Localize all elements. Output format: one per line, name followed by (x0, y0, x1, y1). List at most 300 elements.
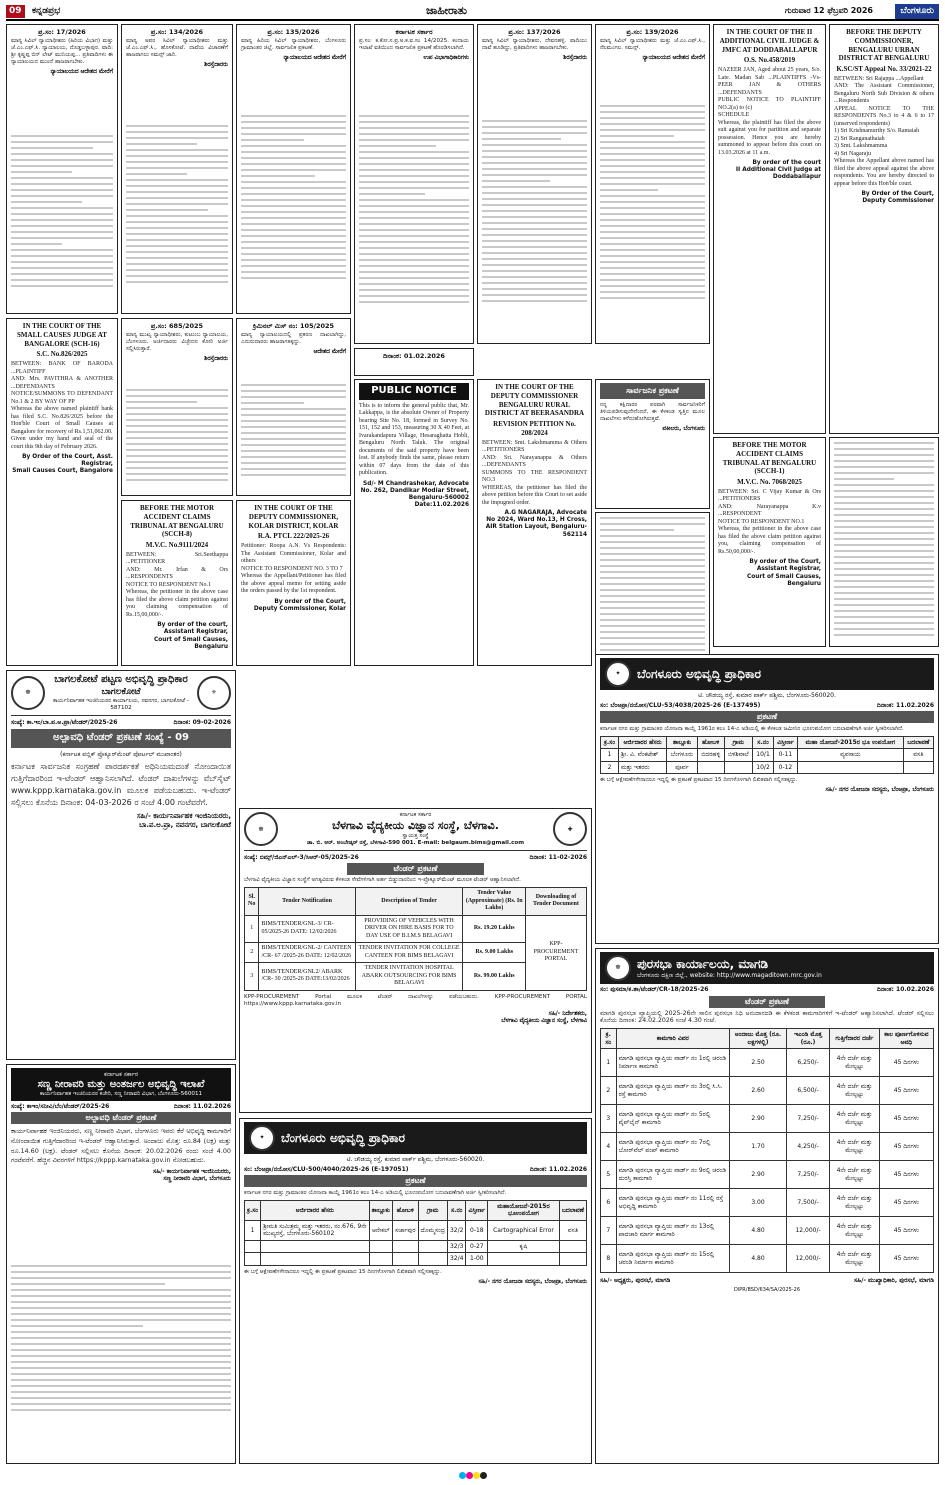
notice-body: BETWEEN: BANK OF BARODA ...PLAINTIFF AND: Mrs. PAVITHRA & ANOTHER ...DEFENDANTS NOTICE/SUMMONS TO DEFENDANT No.1 & 2 BY WAY OF PP Whereas the above named plaintiff bank has filed S.C. No.826/2025 before the Hon'ble Court of Small Causes at Bangalore for recovery of Rs.1,51,062.00. Given under my hand and seal of the court this 9th day of February 2026. (11, 361, 113, 450)
notice-body: BETWEEN: Smt. Lakshmamma & Others ...PETITIONERS AND: Sri. Narayanappa & Others ...DEFENDANTS SUMMONS TO THE RESPONDENT NO.3 WHEREAS, the petitioner has filed the above petition before this Court to set aside the impugned order. (482, 439, 587, 506)
table-header-cell: Tender Value (Approximate) (Rs. In Lakhs) (463, 888, 525, 916)
table-cell: 3 (601, 1105, 617, 1133)
motor-accident-notice (713, 437, 826, 647)
table-cell: ಮಾಗಡಿ ಪುರಸಭಾ ವ್ಯಾಪ್ತಿಯ ವಾರ್ಡ್ ನಂ 11ರಲ್ಲಿ ರಸ್ತೆ ಅಭಿವೃದ್ಧಿ ಕಾಮಗಾರಿ (616, 1189, 729, 1217)
color-swatches (459, 1472, 487, 1482)
notice-signature: By order of the Court, Assistant Registrar, Court of Small Causes, Bengaluru (747, 559, 821, 587)
table-cell: 4ನೇ ದರ್ಜೆ ಮತ್ತು ಮೇಲ್ಪಟ್ಟು (829, 1077, 879, 1105)
registration-dot (473, 1472, 480, 1479)
table-cell: 1 (601, 1049, 617, 1077)
ref-date: ದಿನಾಂಕ: 09-02-2026 (173, 718, 231, 726)
table-header-cell: ಅರ್ಜಿದಾರರ ಹೆಸರು (261, 1200, 370, 1220)
notice-signature: ನ್ಯಾಯಾಲಯದ ಆದೇಶದ ಮೇರೆಗೆ (50, 69, 113, 76)
table-cell: 10/1 (753, 749, 774, 762)
notice-text-block (241, 384, 346, 491)
court-notice (829, 437, 939, 647)
govt-emblem-icon: ☸ (605, 955, 631, 981)
table-cell: 2.50 (729, 1049, 786, 1077)
table-cell: ಮಾಗಡಿ ಪುರಸಭಾ ವ್ಯಾಪ್ತಿಯ ವಾರ್ಡ್ ನಂ 15ರಲ್ಲಿ ಚರಂಡಿ ನಿರ್ಮಾಣ ಕಾಮಗಾರಿ (616, 1245, 729, 1273)
bda-name: ಬೆಂಗಳೂರು ಅಭಿವೃದ್ಧಿ ಪ್ರಾಧಿಕಾರ (637, 666, 761, 681)
notice-signature: ಶಿರಸ್ತೆದಾರರು (563, 55, 587, 62)
dc-kolar-notice (236, 500, 351, 666)
table-header-cell: Description of Tender (355, 888, 463, 916)
department-office: ಕಾರ್ಯನಿರ್ವಾಹಕ ಇಂಜಿನಿಯರರ ಕಚೇರಿ, ಸಣ್ಣ ನೀರಾವರಿ ವಿಭಾಗ, ಬೆಂಗಳೂರು-560011 (39, 1091, 203, 1097)
notice-body: ಪ್ರ.ಸಂ: ಕ.ಕೋ.ಸ.ಪ್ರ.ಅ.ಕ.ವ.ಸಂ 14/2025. ಕಂದಾಯ ಇಲಾಖೆ ವತಿಯಿಂದ ಸಾರ್ವಜನಿಕ ಪ್ರಕಟಣೆ ಹೊರಡಿಸಲಾಗಿದೆ. (359, 38, 469, 52)
notice-case-number: M.V.C. No.9111/2024 (145, 541, 209, 549)
table-cell: 0-12 (773, 761, 797, 774)
bda-footer: ಈ ಬಗ್ಗೆ ಆಕ್ಷೇಪಣೆಗಳೇನಾದರೂ ಇದ್ದಲ್ಲಿ ಈ ಪ್ರಕಟಣೆ ಪ್ರಕಟವಾದ 15 ದಿನಗಳೊಳಗಾಗಿ ಲಿಖಿತವಾಗಿ ಸಲ್ಲಿಸತಕ್ಕದ್ದು. (244, 1268, 442, 1275)
notice-signature: By Order of the Court, Asst. Registrar, Small Causes Court, Bangalore (12, 454, 113, 475)
table-cell: 4ನೇ ದರ್ಜೆ ಮತ್ತು ಮೇಲ್ಪಟ್ಟು (829, 1161, 879, 1189)
tender-banner: ಅಲ್ಪಾವಧಿ ಟೆಂಡರ್ ಪ್ರಕಟಣೆ (11, 1112, 231, 1124)
dated-notice (354, 348, 474, 376)
table-cell: 2 (601, 1077, 617, 1105)
table-row (245, 1240, 587, 1253)
bda-ref: ಸಂ: ಬೆಂಅಪ್ರಾ/ನಯೋಸ/CLU-53/4038/2025-26 (E-137495) (600, 701, 761, 709)
table-row (601, 1105, 934, 1133)
public-announcement (595, 379, 710, 509)
notice-signature: ಆದೇಶದ ಮೇರೆಗೆ (313, 349, 346, 356)
public-notice (354, 379, 474, 666)
table-cell: 6 (601, 1189, 617, 1217)
tender-subtitle: (ಕರ್ನಾಟಕ ಪಬ್ಲಿಕ್ ಪ್ರೊಕ್ಯೂರ್‌ಮೆಂಟ್ ಪೋರ್ಟಲ್ ಮುಖಾಂತರ) (60, 750, 182, 758)
notice-signature: ಶಿರಸ್ತೆದಾರರು (204, 356, 228, 363)
table-cell: 6,500/- (787, 1077, 830, 1105)
notice-title: ಪ್ರ.ಸಂ: 137/2026 (508, 28, 561, 36)
notice-title: IN THE COURT OF THE DEPUTY COMMISSIONER BENGALURU RURAL DISTRICT AT BEERASANDRA (484, 383, 585, 418)
table-header-cell: ವಿಸ್ತೀರ್ಣ (773, 736, 797, 749)
notice-text-block (600, 517, 705, 661)
table-cell: BIMS/TENDER/GNL2/ ABARK /CR- 30 /2025-26 DATE:13/02/2026 (259, 963, 355, 991)
table-header-cell: ಗ್ರಾಮ (418, 1200, 447, 1220)
table-cell: 4ನೇ ದರ್ಜೆ ಮತ್ತು ಮೇಲ್ಪಟ್ಟು (829, 1105, 879, 1133)
appeal-notice-english (829, 24, 939, 434)
table-cell (393, 1240, 419, 1253)
notice-title: BEFORE THE MOTOR ACCIDENT CLAIMS TRIBUNAL AT BENGALURU (SCCH-1) (722, 441, 817, 476)
municipality-name: ಪುರಸಭಾ ಕಾರ್ಯಾಲಯ, ಮಾಗಡಿ (637, 956, 769, 971)
table-cell: 4ನೇ ದರ್ಜೆ ಮತ್ತು ಮೇಲ್ಪಟ್ಟು (829, 1245, 879, 1273)
table-cell: 4,250/- (787, 1133, 830, 1161)
bda-emblem-icon: ✦ (605, 661, 631, 687)
table-cell: 4ನೇ ದರ್ಜೆ ಮತ್ತು ಮೇಲ್ಪಟ್ಟು (829, 1217, 879, 1245)
institute-name: ಬೆಳಗಾವಿ ವೈದ್ಯಕೀಯ ವಿಜ್ಞಾನ ಸಂಸ್ಥೆ, ಬೆಳಗಾವಿ. (332, 818, 499, 832)
court-notice (595, 512, 710, 666)
table-cell: 45 ದಿನಗಳು (879, 1217, 933, 1245)
tender-banner: ಅಲ್ಪಾವಧಿ ಟೆಂಡರ್ ಪ್ರಕಟಣೆ ಸಂಖ್ಯೆ - 09 (11, 729, 231, 748)
table-header-cell: ಸ.ನಂ (447, 1200, 465, 1220)
govt-emblem-icon: ☸ (244, 812, 278, 846)
court-notice (595, 24, 710, 344)
notice-text-block (600, 105, 705, 339)
table-cell: 7,250/- (787, 1105, 830, 1133)
table-cell: 7,500/- (787, 1189, 830, 1217)
ref-row (244, 854, 587, 862)
table-cell: 2.60 (729, 1077, 786, 1105)
table-cell (559, 1253, 586, 1266)
president-signature: ಸಹಿ/- ಅಧ್ಯಕ್ಷರು, ಪುರಸಭೆ, ಮಾಗಡಿ (600, 1277, 671, 1284)
table-cell: 1 (245, 915, 259, 943)
registration-dot (480, 1472, 487, 1479)
table-cell: 4.80 (729, 1217, 786, 1245)
table-cell: ವ್ಯವಸಾಯ (798, 749, 904, 762)
table-cell: PROVIDING OF VEHICLES WITH DRIVER ON HIRE BASIS FOR TO DAY USE OF B.I.M.S BELAGAVI (355, 915, 463, 943)
notice-body: ಮಾನ್ಯ ಹಿರಿಯ ಸಿವಿಲ್ ನ್ಯಾಯಾಧೀಶರು, ಬೆಂಗಳೂರು ಗ್ರಾಮಾಂತರ ಜಿಲ್ಲೆ. ಸಾರ್ವಜನಿಕ ಪ್ರಕಟಣೆ. (241, 38, 346, 52)
notice-body: ಮಾನ್ಯ ಸಿವಿಲ್ ನ್ಯಾಯಾಧೀಶರು ಮತ್ತು ಜೆ.ಎಂ.ಎಫ್.ಸಿ., ನೆಲಮಂಗಲ. ಸಮನ್ಸ್. (600, 38, 705, 52)
table-cell: ಬೆಂಗಳೂರು (667, 749, 698, 762)
notice-body: ನನ್ನ ಕಕ್ಷಿದಾರರ ಪರವಾಗಿ ಸಾರ್ವಜನಿಕರಿಗೆ ತಿಳಿಯಪಡಿಸುವುದೇನೆಂದರೆ, ಈ ಕೆಳಕಂಡ ಸ್ವತ್ತಿನ ಮೂಲ ದಾಖಲೆಗಳು ಕಳೆದುಹೋಗಿರುತ್ತವೆ. (600, 402, 705, 422)
bda-body: ಕರ್ನಾಟಕ ನಗರ ಮತ್ತು ಗ್ರಾಮಾಂತರ ಯೋಜನಾ ಕಾಯ್ದೆ 1961ರ ಕಲಂ 14-ಎ ಅಡಿಯಲ್ಲಿ ಭೂಉಪಯೋಗ ಬದಲಾವಣೆಗಾಗಿ ಅರ್ಜಿ ಸ್ವೀಕರಿಸಲಾಗಿದೆ. (244, 1190, 507, 1196)
table-cell: 1 (601, 749, 619, 762)
table-cell: 1-00 (466, 1253, 488, 1266)
table-cell: 3.00 (729, 1189, 786, 1217)
table-cell: BIMS/TENDER/GNL-3/ CR-05/2025-26 DATE: 12/02/2026 (259, 915, 355, 943)
small-causes-notice (6, 318, 118, 666)
table-header-cell: ಕ್ರ.ಸಂ (601, 736, 619, 749)
table-header-cell: ಮಹಾ ಯೋಜನೆ-2015ರ ಭೂ ಉಪಯೋಗ (798, 736, 904, 749)
notice-body: BETWEEN: Sri. C Vijay Kumar & Ors ...PETITIONERS AND: Narayanappa K.v ...RESPONDENT NOTICE TO RESPONDENT NO.1 Whereas, the petitioner in the above case has filed the above claim petition against you, claiming compensation of Rs.50,00,000/-. (718, 488, 821, 555)
municipality-sub: ಬೆಂಗಳೂರು ದಕ್ಷಿಣ ಜಿಲ್ಲೆ., website: http://www.magaditown.mrc.gov.in (637, 971, 822, 979)
table-cell (724, 761, 753, 774)
table-cell (697, 761, 724, 774)
bda-body: ಕರ್ನಾಟಕ ನಗರ ಮತ್ತು ಗ್ರಾಮಾಂತರ ಯೋಜನಾ ಕಾಯ್ದೆ 1961ರ ಕಲಂ 14-ಎ ಅಡಿಯಲ್ಲಿ ಈ ಕೆಳಕಂಡ ಜಮೀನಿನ ಭೂಉಪಯೋಗ ಬದಲಾವಣೆಗಾಗಿ ಅರ್ಜಿ ಸ್ವೀಕರಿಸಲಾಗಿದೆ. (600, 726, 904, 732)
table-cell: ಮಾಗಡಿ ಪುರಸಭಾ ವ್ಯಾಪ್ತಿಯ ವಾರ್ಡ್ ನಂ 5ರಲ್ಲಿ ಪೈಪ್‌ಲೈನ್ ಕಾಮಗಾರಿ (616, 1105, 729, 1133)
table-header-cell: ಗ್ರಾಮ (724, 736, 753, 749)
table-cell (418, 1253, 447, 1266)
table-cell: ಶ್ರೀ. ವಿ. ವೆಂಕಟೇಶ್ (618, 749, 666, 762)
table-cell: 4 (601, 1133, 617, 1161)
state-name: ಕರ್ನಾಟಕ ಸರ್ಕಾರ (103, 1071, 139, 1078)
court-notice (6, 24, 118, 314)
notice-signature: By order of the court II Additional Civil Judge at Doddaballapur (735, 160, 821, 181)
public-notice-heading: PUBLIC NOTICE (359, 383, 469, 400)
notice-text-block (126, 125, 228, 309)
table-cell: 2.90 (729, 1105, 786, 1133)
registration-dot (466, 1472, 473, 1479)
table-header-cell: ತಾಲ್ಲೂಕು (667, 736, 698, 749)
notice-text-block (359, 115, 469, 339)
govt-emblem-icon: ☸ (11, 676, 45, 710)
table-cell: 10/2 (753, 761, 774, 774)
bims-tender-table (244, 887, 587, 991)
notice-body: Petitioner: Roopa A.N. Vs Respondents: The Assistant Commissioner, Kolar and others NOTICE TO RESPONDENT NO. 3 TO 7 Whereas the Appellant/Petitioner has filed the above appeal memo for setting aside the orders passed by the 1st respondent. (241, 543, 346, 594)
table-header-cell: Sl. No (245, 888, 259, 916)
notice-signature: ಉಪ ವಿಭಾಗಾಧಿಕಾರಿಗಳು (423, 55, 469, 62)
institute-sub: ಸ್ವಾಯತ್ತ ಸಂಸ್ಥೆ (402, 832, 429, 839)
table-cell (559, 1240, 586, 1253)
magadi-tender (595, 948, 939, 1464)
table-cell: 12,000/- (787, 1217, 830, 1245)
table-row (601, 1217, 934, 1245)
tender-footer: KPP-PROCUREMENT Portal ಮೂಲಕ ಟೆಂಡರ್ ದಾಖಲೆಗಳನ್ನು ಪಡೆಯಬಹುದು. KPP-PROCUREMENT PORTAL https://www.kppp.karnataka.gov.in (244, 993, 587, 1007)
bims-logo-icon: ✚ (553, 812, 587, 846)
table-row (601, 1049, 934, 1077)
table-cell: ಮಾಗಡಿ ಪುರಸಭಾ ವ್ಯಾಪ್ತಿಯ ವಾರ್ಡ್ ನಂ 3ರಲ್ಲಿ ಸಿ.ಸಿ. ರಸ್ತೆ ಕಾಮಗಾರಿ (616, 1077, 729, 1105)
criminal-misc-notice (236, 318, 351, 496)
motor-accident-notice (121, 500, 233, 666)
bda-date: ದಿನಾಂಕ: 11.02.2026 (529, 1165, 587, 1173)
table-cell: Rs. 19.20 Lakhs (463, 915, 525, 943)
table-cell: KPP-PROCUREMENT PORTAL (525, 915, 586, 990)
table-cell (393, 1253, 419, 1266)
page-number: 09 (6, 5, 25, 18)
notice-signature: By Order of the Court, Deputy Commissioner (861, 191, 934, 205)
table-cell: 32/3 (447, 1240, 465, 1253)
table-cell: 2 (601, 761, 619, 774)
bda-table (244, 1200, 587, 1266)
table-row (601, 1133, 934, 1161)
tender-signature: ಸಹಿ/- ಕಾರ್ಯನಿರ್ವಾಹಕ ಇಂಜಿನಿಯರರು, ಬಾ.ಪ.ಅ.ಪ್ರಾ, ನವನಗರ, ಬಾಗಲಕೋಟೆ (136, 812, 231, 829)
table-row (245, 1253, 587, 1266)
table-cell: 4.80 (729, 1245, 786, 1273)
table-cell: Rs. 9.00 Lakhs (463, 943, 525, 963)
table-cell: 5 (601, 1161, 617, 1189)
tender-body: ಕರ್ನಾಟಕ ಸಾರ್ವಜನಿಕ ಸಂಗ್ರಹಣೆ ಪಾರದರ್ಶಕತೆ ಅಧಿನಿಯಮದಂತೆ ನೋಂದಾಯಿತ ಗುತ್ತಿಗೆದಾರರಿಂದ ಇ-ಟೆಂಡರ್ ಆಹ್ವಾನಿಸಲಾಗಿದೆ. ಟೆಂಡರ್ ದಾಖಲೆಗಳನ್ನು ವೆಬ್‌ಸೈಟ್ www.kppp.karnataka.gov.in ಮೂಲಕ ಪಡೆಯಬಹುದು. ಇ-ಟೆಂಡರ್ ಸಲ್ಲಿಸಲು ಕೊನೆಯ ದಿನಾಂಕ: 04-03-2026 ರ ಸಂಜೆ 4.00 ಗಂಟೆವರೆಗೆ. (11, 762, 231, 808)
notice-case-number: M.V.C. No. 7068/2025 (737, 478, 802, 486)
table-cell: 2 (245, 943, 259, 963)
court-notice (477, 24, 592, 344)
table-cell: 32/2 (447, 1220, 465, 1240)
bda-ref-row (600, 702, 934, 710)
table-cell: 8 (601, 1245, 617, 1273)
officer-signature: ಸಹಿ/- ಮುಖ್ಯಾಧಿಕಾರಿ, ಪುರಸಭೆ, ಮಾಗಡಿ (853, 1277, 934, 1284)
table-cell: 45 ದಿನಗಳು (879, 1133, 933, 1161)
notice-title: IN THE COURT OF THE II ADDITIONAL CIVIL JUDGE & JMFC AT DODDABALLAPUR (719, 28, 820, 54)
notice-title: IN THE COURT OF THE SMALL CAUSES JUDGE AT BANGALORE (SCH-16) (17, 322, 107, 348)
family-court-notice (121, 318, 233, 496)
table-cell: 0-27 (466, 1240, 488, 1253)
notice-case-number: R.A. PTCL 222/2025-26 (257, 532, 330, 541)
notice-body: BETWEEN: Sri Rajappa ...Appellant AND: The Assistant Commissioner, Bengaluru North Sub Division & others ...Respondents APPEAL NOTICE TO THE RESPONDENTS No.3 to 4 & 6 to 17 (unserved respondents) 1) Sri Krishnamurthy S/o. Ramaiah 2) Sri Ranganathaiah 3) Smt. Lakshmamma 4) Sri Nagaraju Whereas the Appellant above named has filed the above appeal against the above respondents. You are hereby directed to appear before this Hon'ble court. (834, 75, 934, 187)
table-cell (488, 1253, 560, 1266)
bda-signature: ಸಹಿ/- ನಗರ ಯೋಜನಾ ಸದಸ್ಯರು, ಬೆಂಅಪ್ರಾ, ಬೆಂಗಳೂರು (825, 787, 934, 794)
table-header-cell: ಅಂದಾಜು ಮೊತ್ತ (ರೂ. ಲಕ್ಷಗಳಲ್ಲಿ) (729, 1029, 786, 1049)
table-cell (903, 761, 933, 774)
notice-body: ಮಾನ್ಯ ಸಿವಿಲ್ ನ್ಯಾಯಾಧೀಶರು, ದೇವನಹಳ್ಳಿ. ವಾದಿಯು ದಾವೆ ಹೂಡಿದ್ದು, ಪ್ರತಿವಾದಿಗಳು ಹಾಜರಾಗಬೇಕು. (482, 38, 587, 52)
notice-title: ದಿನಾಂಕ: 01.02.2026 (383, 352, 445, 360)
table-cell: 2.90 (729, 1161, 786, 1189)
table-cell (245, 1240, 261, 1253)
table-cell: 4ನೇ ದರ್ಜೆ ಮತ್ತು ಮೇಲ್ಪಟ್ಟು (829, 1189, 879, 1217)
ref-number: ಸಂಖ್ಯೆ: ಕಾಇಂ/ಸನೀವಿ/ಬೆಂ/ಟೆಂಡರ್/2025-26 (11, 1102, 110, 1110)
bda-banner: ಪ್ರಕಟಣೆ (244, 1175, 587, 1187)
page-header (6, 4, 939, 21)
table-cell (369, 1240, 392, 1253)
edition-city: ಬೆಂಗಳೂರು (895, 4, 939, 19)
table-cell: 7 (601, 1217, 617, 1245)
table-cell: ಸರ್ಜಾಪುರ (393, 1220, 419, 1240)
notice-text-block (241, 115, 346, 309)
notice-case-number: REVISION PETITION No. 208/2024 (493, 420, 576, 437)
ref-row (11, 1103, 231, 1111)
table-header-cell: ಕ್ರ.ಸಂ (245, 1200, 261, 1220)
table-cell: ಮಾಗಡಿ ಪುರಸಭಾ ವ್ಯಾಪ್ತಿಯ ವಾರ್ಡ್ ನಂ 1ರಲ್ಲಿ ಚರಂಡಿ ನಿರ್ಮಾಣ ಕಾಮಗಾರಿ (616, 1049, 729, 1077)
table-cell (369, 1253, 392, 1266)
court-notice-english (713, 24, 826, 434)
bda-notice (595, 654, 939, 944)
notice-case-number: O.S. No.458/2019 (743, 56, 796, 65)
table-header-cell: ಸ.ನಂ (753, 736, 774, 749)
notice-title: ಪ್ರ.ಸಂ: 139/2026 (626, 28, 679, 36)
table-cell (798, 761, 904, 774)
table-header-row (245, 1200, 587, 1220)
table-header-cell: ಹೋಬಳಿ (393, 1200, 419, 1220)
table-cell: 12,000/- (787, 1245, 830, 1273)
table-cell: ಪೂರ್ವ (667, 761, 698, 774)
table-header-cell: ಹೋಬಳಿ (697, 736, 724, 749)
notice-body: NAZEER JAN, Aged about 25 years, S/o. Late. Madan Sab ...PLAINTIFFS -Vs- PEER JAN & OTHERS ...DEFENDANTS PUBLIC NOTICE TO PLAINTIFF NO.2(a) to (c) SCHEDULE Whereas, the plaintiff has filed the above suit against you for partition and separate possession. Hence you are hereby summoned to appear before this court on 13.03.2026 at 11 a.m. (718, 67, 821, 156)
table-header-cell: ಕಾಮಗಾರಿ ವಿವರ (616, 1029, 729, 1049)
table-cell (245, 1253, 261, 1266)
table-cell: 45 ದಿನಗಳು (879, 1161, 933, 1189)
table-header-cell: ತಾಲ್ಲೂಕು (369, 1200, 392, 1220)
notice-title: ಪ್ರ.ಸಂ: 135/2026 (267, 28, 320, 36)
table-cell: 45 ದಿನಗಳು (879, 1189, 933, 1217)
table-header-cell: Tender Notification (259, 888, 355, 916)
table-cell: ವಸತಿ (559, 1220, 586, 1240)
print-registration-marks (0, 1472, 945, 1482)
bims-header (244, 812, 587, 851)
table-header-cell: ವಿಸ್ತೀರ್ಣ (466, 1200, 488, 1220)
authority-logo-icon: ⚜ (197, 676, 231, 710)
bims-tender (239, 808, 592, 1113)
minor-irrigation-tender (6, 1064, 236, 1464)
bda-date: ದಿನಾಂಕ: 11.02.2026 (876, 701, 934, 709)
table-cell: 32/4 (447, 1253, 465, 1266)
notice-title: ಪ್ರ.ಸಂ: 17/2026 (38, 28, 86, 36)
notice-signature: By order of the Court, Deputy Commissioner, Kolar (253, 598, 346, 612)
notice-case-number: S.C. No.826/2025 (36, 350, 88, 359)
table-row (245, 1220, 587, 1240)
notice-signature: ನ್ಯಾಯಾಲಯದ ಆದೇಶದ ಮೇರೆಗೆ (642, 55, 705, 62)
notice-signature: By order of the court, Assistant Registrar, Court of Small Causes, Bengaluru (154, 622, 228, 650)
notice-body: ಮಾನ್ಯ ಸಿವಿಲ್ ನ್ಯಾಯಾಧೀಶರು (ಹಿರಿಯ ವಿಭಾಗ) ಮತ್ತು ಜೆ.ಎಂ.ಎಫ್.ಸಿ. ನ್ಯಾಯಾಲಯ, ದೊಡ್ಡಬಳ್ಳಾಪುರ. ವಾದಿ: ಶ್ರೀ ಕೃಷ್ಣಪ್ಪ ಬಿನ್ ಲೇಟ್ ಮುನಿಯಪ್ಪ... ಪ್ರತಿವಾದಿಗಳು ಈ ನ್ಯಾಯಾಲಯದ ಮುಂದೆ ಹಾಜರಾಗಬೇಕು. (11, 38, 113, 66)
table-header-cell: Downloading of Tender Document (525, 888, 586, 916)
bda-emblem-icon: ✦ (249, 1125, 275, 1151)
table-header-cell: ಕ್ರ. ಸಂ (601, 1029, 617, 1049)
table-cell: ಬಿದರಹಳ್ಳಿ (697, 749, 724, 762)
table-cell: 45 ದಿನಗಳು (879, 1077, 933, 1105)
revision-petition-notice (477, 379, 592, 666)
notice-title: ಕರ್ನಾಟಕ ಸರ್ಕಾರ (395, 28, 433, 36)
authority-address: ಕಾರ್ಯನಿರ್ವಾಹಕ ಇಂಜಿನಿಯರರ ಕಾರ್ಯಾಲಯ, ನವನಗರ, ಬಾಗಲಕೋಟೆ - 587102 (53, 697, 189, 711)
issue-date: ಗುರುವಾರ 12 ಫೆಬ್ರವರಿ 2026 (784, 6, 873, 15)
notice-title: IN THE COURT OF THE DEPUTY COMMISSIONER, KOLAR DISTRICT, KOLAR (248, 504, 339, 530)
table-cell: 7,250/- (787, 1161, 830, 1189)
notice-signature: ಶಿರಸ್ತೆದಾರರು (204, 62, 228, 69)
notice-body: ಮಾನ್ಯ ಅಪರ ಸಿವಿಲ್ ನ್ಯಾಯಾಧೀಶರು ಮತ್ತು ಜೆ.ಎಂ.ಎಫ್.ಸಿ., ಹೊಸಕೋಟೆ. ದಾವೆಯ ವಿಚಾರಣೆಗೆ ಹಾಜರಾಗಲು ಸಮನ್ಸ್ ಜಾರಿ. (126, 38, 228, 59)
bda-address: ಟಿ. ಚೌಡಯ್ಯ ರಸ್ತೆ, ಕುಮಾರ ಪಾರ್ಕ್ ಪಶ್ಚಿಮ, ಬೆಂಗಳೂರು-560020. (346, 1156, 485, 1163)
table-header-cell: ಇಎಂಡಿ ಮೊತ್ತ (ರೂ.) (787, 1029, 830, 1049)
table-cell: 45 ದಿನಗಳು (879, 1105, 933, 1133)
table-row (601, 761, 934, 774)
magadi-works-table (600, 1028, 934, 1273)
notice-title: BEFORE THE DEPUTY COMMISSIONER, BENGALURU URBAN DISTRICT AT BENGALURU (838, 28, 930, 63)
announcement-heading: ಸಾರ್ವಜನಿಕ ಪ್ರಕಟಣೆ (600, 383, 705, 399)
bda-ref-row (244, 1166, 587, 1174)
notice-body: BETWEEN: Sri.Seethappa ...PETITIONER AND: Mr. Irfan & Ors ...RESPONDENTS NOTICE TO RESPONDENT No.1 Whereas, the petitioner in the above case has filed the above claim petition against you claiming compensation of Rs.15,00,000/-. (126, 551, 228, 618)
table-cell: 1.70 (729, 1133, 786, 1161)
ref-date: ದಿನಾಂಕ: 11.02.2026 (173, 1102, 231, 1110)
bda-table (600, 736, 934, 775)
notice-body: ಮಾನ್ಯ ನ್ಯಾಯಾಲಯದಲ್ಲಿ ಪ್ರಕರಣ ದಾಖಲಾಗಿದ್ದು, ಎದುರುದಾರರು ಹಾಜರಾಗತಕ್ಕದ್ದು. (241, 332, 346, 346)
table-cell: 3 (245, 963, 259, 991)
table-row (601, 749, 934, 762)
institute-address: ಡಾ. ಬಿ. ಆರ್. ಅಂಬೇಡ್ಕರ್ ರಸ್ತೆ, ಬೆಳಗಾವಿ-590 001. E-mail: belgaum.bims@gmail.com (306, 839, 525, 846)
ref-number: ಸಂಖ್ಯೆ: ಬಿಮ್ಸ್/ಜಿಎನ್‌ಎಲ್-3/ಸಿಆರ್-05/2025-26 (244, 853, 359, 861)
notice-text-block (126, 389, 228, 491)
table-row (601, 1077, 934, 1105)
dipr-code: DIPR/BSD/634/SA/2025-26 (733, 1286, 801, 1293)
authority-name: ಬಾಗಲಕೋಟೆ ಪಟ್ಟಣ ಅಭಿವೃದ್ಧಿ ಪ್ರಾಧಿಕಾರ (54, 674, 188, 685)
notice-title: ಪ್ರ.ಸಂ: 685/2025 (150, 322, 204, 330)
notice-body: ಮಾನ್ಯ ಮುಖ್ಯ ನ್ಯಾಯಾಧೀಶರು, ಕುಟುಂಬ ನ್ಯಾಯಾಲಯ, ಬೆಂಗಳೂರು. ಅರ್ಜಿದಾರರು ವಿಚ್ಛೇದನ ಕೋರಿ ಅರ್ಜಿ ಸಲ್ಲಿಸಿರುತ್ತಾರೆ. (126, 332, 228, 353)
notice-body: This is to inform the general public that, Mr. Lakkappa, is the absolute Owner of Property bearing Site No. 18, formed in Survey No. 151, 152 and 153, measuring 30 X 40 Feet, at Ivarakandapura Village, Hesaraghatta Hobli, Bengaluru North Taluk. The original documents of the said property have been lost. If anybody finds the same, please return within 07 days from the date of this publication. (359, 402, 469, 476)
bda-ref: ಸಂ: ಬೆಂಅಪ್ರಾ/ನಯೋಸ/CLU-500/4040/2025-26 (E-197051) (244, 1165, 409, 1173)
table-header-row (601, 736, 934, 749)
table-cell: ದೊಮ್ಮಸಂದ್ರ (418, 1220, 447, 1240)
table-header-cell: ಬದಲಾವಣೆ (903, 736, 933, 749)
paper-name: ಕನ್ನಡಪ್ರಭ (32, 6, 61, 16)
table-cell: Rs. 99.00 Lakhs (463, 963, 525, 991)
table-header-row (245, 888, 587, 916)
table-header-cell: ಮಹಾಯೋಜನೆ-2015ರ ಭೂಉಪಯೋಗ (488, 1200, 560, 1220)
ref-date: ದಿನಾಂಕ: 10.02.2026 (876, 986, 934, 993)
ref-number: ಸಂ: ಪುಸಮಾ/ಕ.ತಾ/ಟೆಂಡರ್/CR-18/2025-26 (600, 986, 709, 993)
notice-title: ಪ್ರ.ಸಂ: 134/2026 (150, 28, 204, 36)
bda-address: ಟಿ. ಚೌಡಯ್ಯ ರಸ್ತೆ, ಕುಮಾರ ಪಾರ್ಕ್ ಪಶ್ಚಿಮ, ಬೆಂಗಳೂರು-560020. (698, 692, 836, 699)
bagalkot-tender (6, 670, 236, 1060)
notice-signature: ನ್ಯಾಯಾಲಯದ ಆದೇಶದ ಮೇರೆಗೆ (283, 55, 346, 62)
table-cell: 4ನೇ ದರ್ಜೆ ಮತ್ತು ಮೇಲ್ಪಟ್ಟು (829, 1133, 879, 1161)
bda-notice (239, 1118, 592, 1464)
magadi-header (600, 952, 934, 984)
department-name: ಸಣ್ಣ ನೀರಾವರಿ ಮತ್ತು ಅಂತರ್ಜಲ ಅಭಿವೃದ್ಧಿ ಇಲಾಖೆ (37, 1078, 205, 1090)
table-header-cell: ಅರ್ಜಿದಾರರ ಹೆಸರು (618, 736, 666, 749)
section-title: ಜಾಹೀರಾತು (426, 4, 468, 17)
notice-title: ಕ್ರಿಮಿನಲ್ ಮಿಸ್ ನಂ: 105/2025 (252, 322, 335, 330)
table-row (245, 915, 587, 943)
notice-text-block (11, 135, 113, 309)
notice-signature: A.G NAGARAJA, Advocate No 2024, Ward No.13, H Cross, AIR Station Layout, Bengaluru-562114 (485, 510, 587, 538)
table-cell (418, 1240, 447, 1253)
bagalkot-header (11, 674, 231, 716)
table-cell: ಮಾಗಡಿ ಪುರಸಭಾ ವ್ಯಾಪ್ತಿಯ ವಾರ್ಡ್ ನಂ 9ರಲ್ಲಿ ಚರಂಡಿ ದುರಸ್ತಿ ಕಾಮಗಾರಿ (616, 1161, 729, 1189)
tender-body: ಮಾಗಡಿ ಪುರಸಭಾ ವ್ಯಾಪ್ತಿಯಲ್ಲಿ 2025-26ನೇ ಸಾಲಿನ ಪುರಸಭಾ ನಿಧಿ ಅನುದಾನದಡಿ ಈ ಕೆಳಕಂಡ ಕಾಮಗಾರಿಗಳಿಗೆ ಇ-ಟೆಂಡರ್ ಆಹ್ವಾನಿಸಲಾಗಿದೆ. ಟೆಂಡರ್ ಸಲ್ಲಿಸಲು ಕೊನೆಯ ದಿನಾಂಕ: 24.02.2026 ಸಂಜೆ 4.30 ಗಂಟೆ. (600, 1009, 934, 1025)
table-cell: 45 ದಿನಗಳು (879, 1049, 933, 1077)
state-name: ಕರ್ನಾಟಕ ಸರ್ಕಾರ (399, 812, 432, 818)
table-cell: 0-11 (773, 749, 797, 762)
notice-signature: ವಕೀಲರು, ಬೆಂಗಳೂರು (662, 425, 705, 432)
table-cell: TENDER INVITATION FOR COLLEGE CANTEEN FOR BIMS BELAGAVI (355, 943, 463, 963)
table-cell: 4ನೇ ದರ್ಜೆ ಮತ್ತು ಮೇಲ್ಪಟ್ಟು (829, 1049, 879, 1077)
table-cell: ಕೃಷಿ (488, 1240, 560, 1253)
tender-banner: ಟೆಂಡರ್ ಪ್ರಕಟಣೆ (709, 996, 826, 1008)
table-cell: Cartographical Error (488, 1220, 560, 1240)
ref-row (600, 986, 934, 994)
table-cell: 6,250/- (787, 1049, 830, 1077)
table-cell: ವಸತಿ (903, 749, 933, 762)
table-cell: ಮಾಗಡಿ ಪುರಸಭಾ ವ್ಯಾಪ್ತಿಯ ವಾರ್ಡ್ ನಂ 13ರಲ್ಲಿ ಪಾದಚಾರಿ ಮಾರ್ಗ ಕಾಮಗಾರಿ (616, 1217, 729, 1245)
table-header-cell: ಬದಲಾವಣೆ (559, 1200, 586, 1220)
bda-name: ಬೆಂಗಳೂರು ಅಭಿವೃದ್ಧಿ ಪ್ರಾಧಿಕಾರ (281, 1130, 405, 1145)
ref-row (11, 719, 231, 727)
tender-banner: ಟೆಂಡರ್ ಪ್ರಕಟಣೆ (347, 863, 484, 875)
tender-body: ಬೆಳಗಾವಿ ವೈದ್ಯಕೀಯ ವಿಜ್ಞಾನ ಸಂಸ್ಥೆಗೆ ಅಗತ್ಯವಿರುವ ಕೆಳಕಂಡ ಸೇವೆಗಳಿಗಾಗಿ ಅರ್ಹ ಬಿಡ್ಡುದಾರರಿಂದ ಇ-ಪ್ರೊಕ್ಯೂರ್‌ಮೆಂಟ್ ಮೂಲಕ ಟೆಂಡರ್ ಆಹ್ವಾನಿಸಲಾಗಿದೆ. (244, 877, 521, 884)
notice-text-block (482, 120, 587, 339)
bda-signature: ಸಹಿ/- ನಗರ ಯೋಜನಾ ಸದಸ್ಯರು, ಬೆಂಅಪ್ರಾ, ಬೆಂಗಳೂರು (478, 1278, 587, 1285)
govt-notice (354, 24, 474, 344)
table-header-cell: ಗುತ್ತಿಗೆದಾರರ ದರ್ಜೆ (829, 1029, 879, 1049)
